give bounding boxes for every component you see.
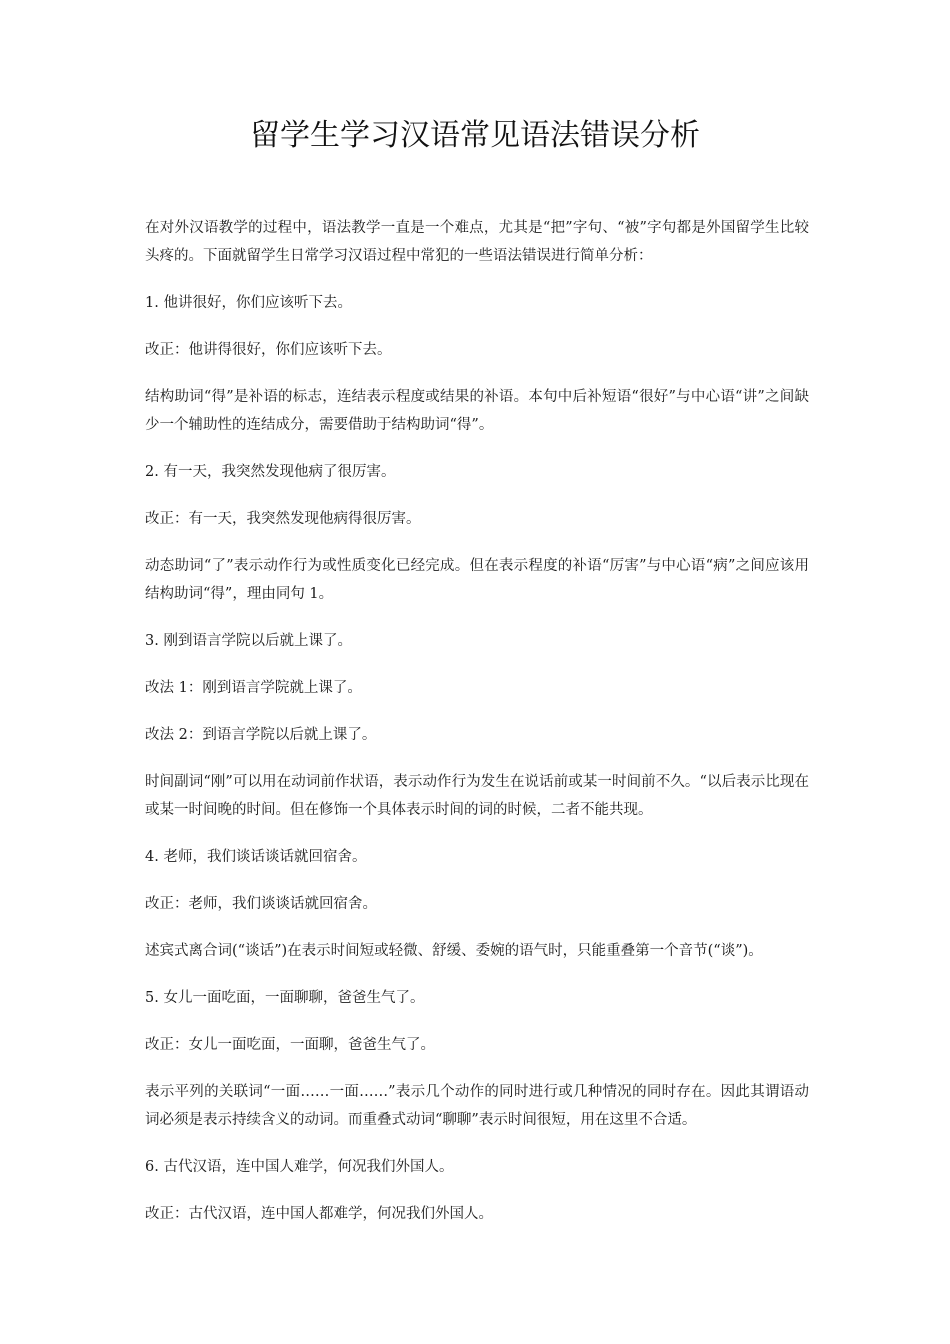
document-title: 留学生学习汉语常见语法错误分析 (250, 118, 700, 153)
example-1-explanation: 结构助词“得”是补语的标志，连结表示程度或结果的补语。本句中后补短语“很好”与中心语“讲”之间缺少一个辅助性的连结成分，需要借助于结构助词“得”。 (145, 389, 809, 433)
example-3-error: 3. 刚到语言学院以后就上课了。 (145, 633, 352, 649)
example-2-explanation: 动态助词“了”表示动作行为或性质变化已经完成。但在表示程度的补语“厉害”与中心语“病”之间应该用结构助词“得”，理由同句 1。 (145, 558, 809, 602)
example-5-error: 5. 女儿一面吃面，一面聊聊，爸爸生气了。 (145, 990, 425, 1006)
example-4-correction: 改正：老师，我们谈谈话就回宿舍。 (145, 896, 377, 912)
example-3-correction-1: 改法 1：刚到语言学院就上课了。 (145, 680, 362, 696)
example-3-explanation: 时间副词“刚”可以用在动词前作状语，表示动作行为发生在说话前或某一时间前不久。“以后表示比现在或某一时间晚的时间。但在修饰一个具体表示时间的词的时候，二者不能共现。 (145, 774, 809, 818)
example-2-correction: 改正：有一天，我突然发现他病得很厉害。 (145, 511, 421, 527)
example-2-error: 2. 有一天，我突然发现他病了很厉害。 (145, 464, 396, 480)
example-4-error: 4. 老师，我们谈话谈话就回宿舍。 (145, 849, 367, 865)
example-5-correction: 改正：女儿一面吃面，一面聊，爸爸生气了。 (145, 1037, 435, 1053)
example-3-correction-2: 改法 2：到语言学院以后就上课了。 (145, 727, 377, 743)
paragraph-intro: 在对外汉语教学的过程中，语法教学一直是一个难点，尤其是“把”字句、“被”字句都是外国留学生比较头疼的。下面就留学生日常学习汉语过程中常犯的一些语法错误进行简单分析： (145, 220, 809, 264)
example-1-correction: 改正：他讲得很好，你们应该听下去。 (145, 342, 392, 358)
example-4-explanation: 述宾式离合词(“谈话”)在表示时间短或轻微、舒缓、委婉的语气时，只能重叠第一个音节(“谈”)。 (145, 943, 763, 959)
example-6-error: 6. 古代汉语，连中国人难学，何况我们外国人。 (145, 1159, 454, 1175)
example-5-explanation: 表示平列的关联词“一面……一面……”表示几个动作的同时进行或几种情况的同时存在。因此其谓语动词必须是表示持续含义的动词。而重叠式动词“聊聊”表示时间很短，用在这里不合适。 (145, 1084, 809, 1128)
example-6-correction: 改正：古代汉语，连中国人都难学，何况我们外国人。 (145, 1206, 493, 1222)
example-1-error: 1. 他讲很好，你们应该听下去。 (145, 295, 352, 311)
document-body (145, 214, 809, 1247)
